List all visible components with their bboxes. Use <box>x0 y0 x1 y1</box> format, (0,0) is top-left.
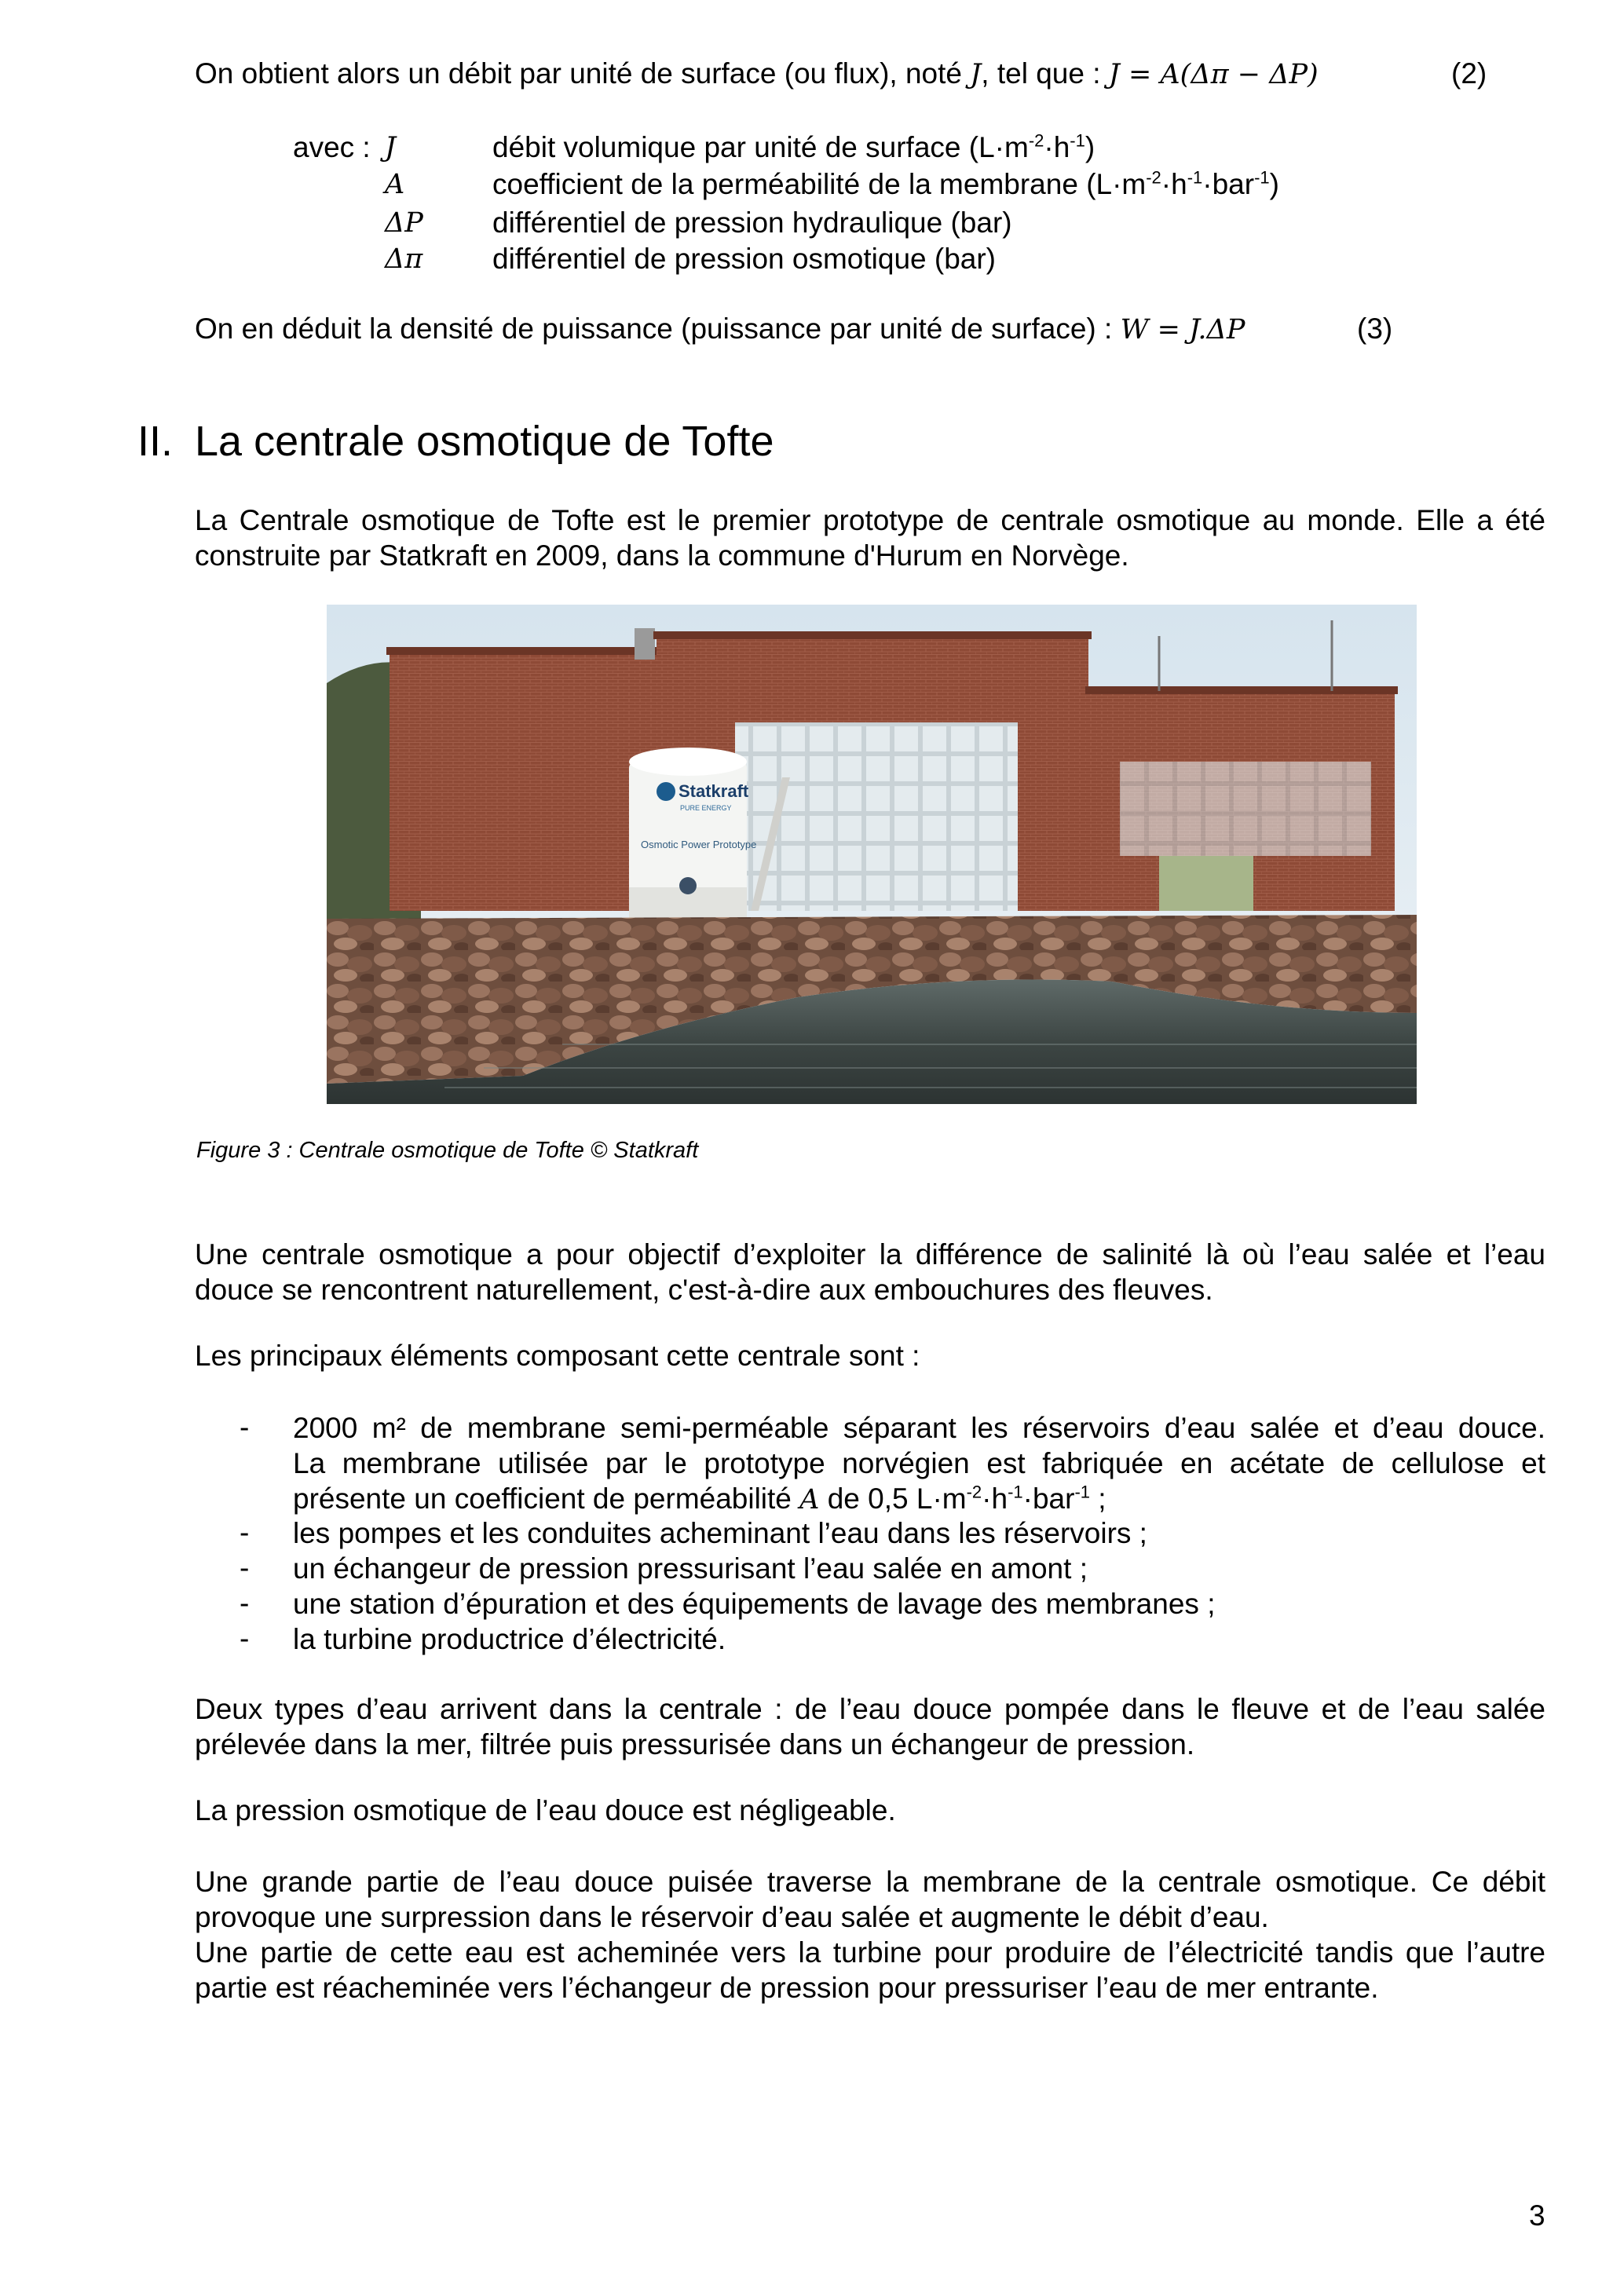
legend-text-a: coefficient de la perméabilité de la membrane $(L\cdot m^{-2}\cdot h^{-1}\cdot bar^{-1})$ <box>492 167 1279 200</box>
formula-2-number: (2) <box>1451 57 1487 90</box>
paragraph-1: Une centrale osmotique a pour objectif d’exploiter la différence de salinité là où l’eau salée et l’eau douce se rencontrent naturellement, c'est-à-dire aux embouchures des fleuves. <box>195 1238 1545 1306</box>
tank-sign-brand: Statkraft <box>678 781 749 801</box>
paragraph-2: Les principaux éléments composant cette centrale sont : <box>195 1340 920 1372</box>
formula-2-line <box>195 57 1319 92</box>
tank-sign-sub: PURE ENERGY <box>680 804 732 812</box>
bullet-item-turbine: la turbine productrice d’électricité. <box>293 1623 726 1655</box>
legend-text-delta-pi: différentiel de pression osmotique (bar) <box>492 243 996 275</box>
bullet-dash: - <box>240 1587 250 1619</box>
paragraph-3: Deux types d’eau arrivent dans la centrale : de l’eau douce pompée dans le fleuve et de l’eau salée prélevée dans la mer, filtrée puis pressurisée dans un échangeur de pression. <box>195 1693 1545 1760</box>
legend-text-j: débit volumique par unité de surface $(L\cdot m^{-2}\cdot h^{-1})$ <box>492 130 1095 163</box>
legend-symbol-delta-p: ΔP <box>385 207 423 239</box>
tank-text: Osmotic Power Prototype <box>641 839 757 850</box>
section-numeral: II. <box>137 418 174 465</box>
formula-2-middle: , tel que : <box>981 57 1109 90</box>
paragraph-5: Une grande partie de l’eau douce puisée traverse la membrane de la centrale osmotique. Ce débit provoque une surpression dans le réservoir d’eau salée et augmente le débit d’eau. Une partie de cette eau est acheminée vers la turbine pour produire de l’électricité tandis que l’autre partie est réacheminée vers l’échangeur de pression pour pressuriser l’eau de mer entrante. <box>195 1866 1545 2004</box>
formula-2-intro: On obtient alors un débit par unité de surface (ou flux), noté <box>195 57 971 90</box>
formula-3-intro: On en déduit la densité de puissance (puissance par unité de surface) : <box>195 313 1121 345</box>
paragraph-4: La pression osmotique de l’eau douce est négligeable. <box>195 1794 896 1826</box>
legend-symbol-j: J <box>385 132 397 163</box>
bullet-item-membrane: 2000 m² de membrane semi-perméable séparant les réservoirs d’eau salée et d’eau douce. La membrane utilisée par le prototype norvégien est fabriquée en acétate de cellulose et présente un coefficient de perméabilité A de 0,5 $L\cdot m^{-2}\cdot h^{-1}\cdot bar^{-1}$ ; <box>293 1412 1545 1515</box>
formula-3-line <box>195 312 1245 347</box>
bullet-item-pumps: les pompes et les conduites acheminant l’eau dans les réservoirs ; <box>293 1517 1147 1549</box>
bullet-dash: - <box>240 1552 250 1584</box>
page-number: 3 <box>1529 2199 1545 2232</box>
figure-caption: Figure 3 : Centrale osmotique de Tofte © Statkraft <box>196 1138 699 1163</box>
formula-2-symbol: J <box>970 59 982 90</box>
legend-symbol-a: A <box>385 169 405 200</box>
legend-avec-label: avec : <box>293 131 371 163</box>
section-title: La centrale osmotique de Tofte <box>195 418 774 465</box>
tofte-plant-photo <box>327 605 1417 1104</box>
intro-paragraph: La Centrale osmotique de Tofte est le premier prototype de centrale osmotique au monde. Elle a été construite par Statkraft en 2009, dans la commune d'Hurum en Norvège. <box>195 504 1545 572</box>
figure-photo <box>327 605 1417 1104</box>
bullet-dash: - <box>240 1622 250 1654</box>
formula-3-expression: W = J.ΔP <box>1120 314 1245 345</box>
bullet-dash: - <box>240 1411 250 1443</box>
bullet-item-exchanger: un échangeur de pression pressurisant l’eau salée en amont ; <box>293 1552 1088 1585</box>
bullet-dash: - <box>240 1516 250 1548</box>
formula-3-number: (3) <box>1357 313 1393 345</box>
bullet-item-station: une station d’épuration et des équipements de lavage des membranes ; <box>293 1588 1216 1620</box>
legend-symbol-delta-pi: Δπ <box>385 243 423 275</box>
formula-2-expression: J = A(Δπ − ΔP) <box>1108 59 1319 90</box>
legend-text-delta-p: différentiel de pression hydraulique (bar) <box>492 207 1012 239</box>
